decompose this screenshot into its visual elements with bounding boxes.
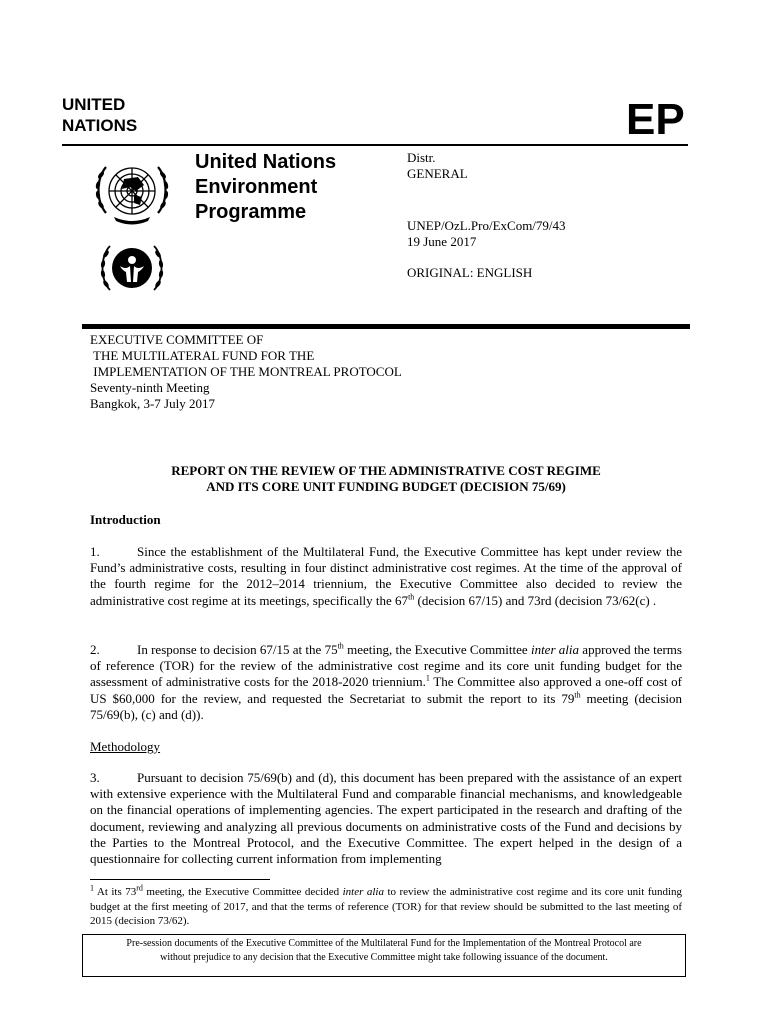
paragraph-number: 3. bbox=[90, 770, 100, 785]
unep-name bbox=[195, 150, 336, 225]
distr-value: GENERAL bbox=[407, 166, 468, 181]
paragraph-text: (decision 67/15) and 73rd (decision 73/62(c) . bbox=[414, 592, 657, 608]
committee-line3: IMPLEMENTATION OF THE MONTREAL PROTOCOL bbox=[90, 364, 402, 379]
paragraph-text: Since the establishment of the Multilateral Fund, the Executive Committee has kept under review the Fund’s administrative costs, resulting in four distinct administrative cost regimes. At the time of the approval of the fourth regime for the 2012–2014 triennium, the Executive Committee also decided to review the administrative cost regime at its meetings, specifically the 67 bbox=[90, 544, 682, 608]
paragraph-1 bbox=[90, 544, 682, 609]
un-label bbox=[62, 94, 137, 136]
committee-line1: EXECUTIVE COMMITTEE OF bbox=[90, 332, 264, 347]
un-label-line2: NATIONS bbox=[62, 116, 138, 135]
unep-name-line1: United Nations bbox=[195, 151, 337, 173]
footnote-text: to review the administrative cost regime and its core unit funding budget at the first meeting of 2017, and that the terms of reference (TOR) for that review should be submitted to the last meeting of 2015 (decision 73/62). bbox=[90, 886, 683, 927]
top-rule bbox=[62, 144, 688, 146]
paragraph-text: The Committee also approved a one-off cost of US $60,000 for the review, and requested the Secretariat to submit the report to its 79 bbox=[90, 674, 682, 706]
footnote-text: At its 73 bbox=[94, 886, 137, 898]
document-date: 19 June 2017 bbox=[407, 234, 477, 249]
paragraph-text: meeting (decision 75/69(b), (c) and (d)). bbox=[90, 690, 682, 722]
section-heading-methodology: Methodology bbox=[90, 739, 161, 754]
superscript: rd bbox=[136, 883, 143, 893]
paragraph-3 bbox=[90, 770, 682, 867]
un-emblem-icon bbox=[90, 155, 174, 229]
document-symbol-block bbox=[407, 218, 566, 250]
un-label-line1: UNITED bbox=[62, 95, 126, 114]
original-language: ORIGINAL: ENGLISH bbox=[407, 265, 533, 280]
italic-text: inter alia bbox=[530, 642, 580, 657]
footnote-reference[interactable]: 1 bbox=[425, 674, 430, 684]
paragraph-2 bbox=[90, 642, 682, 723]
paragraph-number: 2. bbox=[90, 642, 100, 657]
committee-line2: THE MULTILATERAL FUND FOR THE bbox=[90, 348, 315, 363]
footnote-number: 1 bbox=[90, 883, 94, 893]
report-title-line2: AND ITS CORE UNIT FUNDING BUDGET (DECISION 75/69) bbox=[206, 479, 566, 494]
document-symbol: UNEP/OzL.Pro/ExCom/79/43 bbox=[407, 218, 566, 233]
paragraph-number: 1. bbox=[90, 544, 100, 559]
distribution-block bbox=[407, 150, 468, 182]
paragraph-text: Pursuant to decision 75/69(b) and (d), this document has been prepared with the assistance of an expert with extensive experience with the Multilateral Fund and comparable financial mechanisms, and knowledgeable on the financial operations of implementing agencies. The expert participated in the research and drafting of the document, reviewing and analyzing all previous documents on administrative costs of the Fund and decisions by the Parties to the Montreal Protocol, and the Executive Committee. The expert helped in the design of a questionnaire for collecting current information from implementing bbox=[90, 770, 682, 867]
meeting-location-date: Bangkok, 3-7 July 2017 bbox=[90, 396, 215, 411]
distr-label: Distr. bbox=[407, 150, 436, 165]
italic-text: inter alia bbox=[342, 886, 384, 898]
presession-notice bbox=[82, 934, 686, 977]
superscript: th bbox=[408, 592, 415, 602]
section-heading-introduction: Introduction bbox=[90, 512, 161, 527]
report-title-line1: REPORT ON THE REVIEW OF THE ADMINISTRATIVE COST REGIME bbox=[171, 463, 601, 478]
header-divider bbox=[82, 324, 690, 329]
footnote-1 bbox=[90, 885, 682, 929]
paragraph-text: approved the terms of reference (TOR) for the review of the administrative cost regime and its core unit funding budget for the assessment of administrative costs for the 2018-2020 triennium. bbox=[90, 642, 682, 690]
footnote-separator bbox=[90, 879, 270, 880]
meeting-name: Seventy-ninth Meeting bbox=[90, 380, 210, 395]
superscript: th bbox=[337, 641, 344, 651]
paragraph-text: meeting, the Executive Committee bbox=[343, 642, 531, 657]
committee-block bbox=[90, 332, 402, 412]
ep-mark: EP bbox=[626, 95, 685, 144]
superscript: th bbox=[574, 690, 581, 700]
paragraph-text: In response to decision 67/15 at the 75 bbox=[137, 642, 338, 657]
unep-name-line3: Programme bbox=[195, 201, 307, 223]
footnote-text: meeting, the Executive Committee decided bbox=[142, 886, 343, 898]
unep-name-line2: Environment bbox=[195, 176, 318, 198]
report-title bbox=[90, 463, 682, 495]
unep-emblem-icon bbox=[98, 236, 166, 302]
presession-line2: without prejudice to any decision that the Executive Committee might take following issuance of the document. bbox=[160, 952, 608, 963]
presession-line1: Pre-session documents of the Executive Committee of the Multilateral Fund for the Implementation of the Montreal Protocol are bbox=[126, 938, 642, 949]
